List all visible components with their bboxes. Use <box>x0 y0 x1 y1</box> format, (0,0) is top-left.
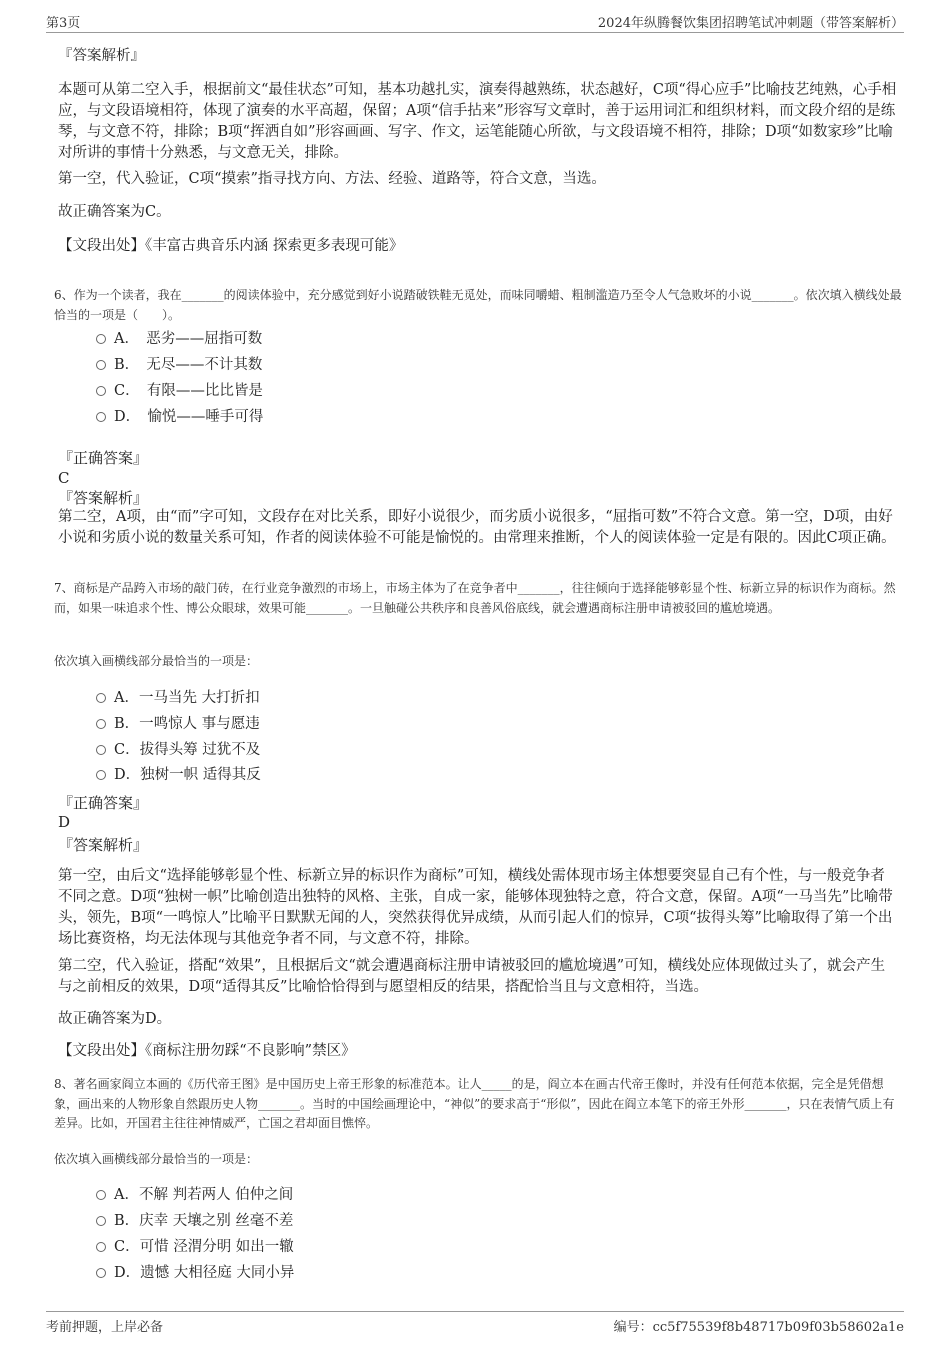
correct-answer: D <box>58 813 71 831</box>
q8-option-a[interactable]: A．不解 判若两人 伯仲之间 <box>96 1185 293 1205</box>
q8-option-b[interactable]: B．庆幸 天壤之别 丝毫不差 <box>96 1211 293 1231</box>
radio-icon[interactable] <box>96 1268 106 1278</box>
radio-icon[interactable] <box>96 1242 106 1252</box>
analysis-paragraph: 本题可从第二空入手，根据前文“最佳状态”可知，基本功越扎实，演奏得越熟练，状态越好，C项“得心应手”比喻技艺纯熟，心手相应，与文段语境相符，体现了演奏的水平高超，保留；A项“信手拈来”形容写文章时，善于运用词汇和组织材料，而文段介绍的是练琴，与文意不符，排除；B项“挥洒自如”形容画画、写字、作文，运笔能随心所欲，与文段语境不相符，排除；D项“如数家珍”比喻对所讲的事情十分熟悉，与文意无关，排除。 <box>58 82 897 161</box>
question-8-prompt: 依次填入画横线部分最恰当的一项是： <box>54 1152 259 1166</box>
q8-option-c[interactable]: C．可惜 泾渭分明 如出一辙 <box>96 1237 294 1257</box>
question-7-prompt: 依次填入画横线部分最恰当的一项是： <box>54 654 259 668</box>
q7-option-b[interactable]: B．一鸣惊人 事与愿违 <box>96 714 260 734</box>
q7-option-a[interactable]: A．一马当先 大打折扣 <box>96 688 260 708</box>
radio-icon[interactable] <box>96 719 106 729</box>
source-citation: 【文段出处】《丰富古典音乐内涵 探索更多表现可能》 <box>58 238 404 254</box>
question-8-text: 8、著名画家阎立本画的《历代帝王图》是中国历史上帝王形象的标准范本。让人_____的是，阎立本在画古代帝王像时，并没有任何范本依据，完全是凭借想象，画出来的人物形象自然跟历史人物_______。当时的中国绘画理论中，“神似”的要求高于“形似”，因此在阎立本笔下的帝王外形_______，只在表情气质上有差异。比如，开国君主往往神情威严，亡国之君却面目憔悴。 <box>54 1077 895 1130</box>
page-header <box>46 10 904 33</box>
analysis-paragraph: 第二空，A项，由“而”字可知，文段存在对比关系，即好小说很少，而劣质小说很多，“屈指可数”不符合文意。第一空，D项，由好小说和劣质小说的数量关系可知，作者的阅读体验不可能是愉悦的。由常理来推断，个人的阅读体验一定是有限的。因此C项正确。 <box>58 509 896 546</box>
analysis-paragraph: 第一空，代入验证，C项“摸索”指寻找方向、方法、经验、道路等，符合文意，当选。 <box>58 171 606 187</box>
radio-icon[interactable] <box>96 334 106 344</box>
question-7-text: 7、商标是产品跨入市场的敲门砖，在行业竞争激烈的市场上，市场主体为了在竞争者中_______，往往倾向于选择能够彰显个性、标新立异的标识作为商标。然而，如果一味追求个性、博公众眼球，效果可能_______。一旦触碰公共秩序和良善风俗底线，就会遭遇商标注册申请被驳回的尴尬境遇。 <box>54 581 896 615</box>
analysis-conclusion: 故正确答案为C。 <box>58 204 171 220</box>
question-6-text: 6、作为一个读者，我在_______的阅读体验中，充分感觉到好小说踏破铁鞋无觅处，而味同嚼蜡、粗制滥造乃至令人气急败坏的小说_______。依次填入横线处最恰当的一项是（ ）。 <box>54 288 902 322</box>
correct-answer: C <box>58 469 70 487</box>
footer-slogan: 考前押题，上岸必备 <box>46 1320 164 1335</box>
correct-answer-heading: 『正确答案』 <box>58 449 149 467</box>
page-number: 第3页 <box>46 16 81 31</box>
page-footer <box>46 1311 904 1336</box>
analysis-heading: 『答案解析』 <box>58 48 145 64</box>
radio-icon[interactable] <box>96 360 106 370</box>
analysis-conclusion: 故正确答案为D。 <box>58 1011 172 1027</box>
radio-icon[interactable] <box>96 770 106 780</box>
radio-icon[interactable] <box>96 386 106 396</box>
analysis-paragraph: 第二空，代入验证，搭配“效果”，且根据后文“就会遭遇商标注册申请被驳回的尴尬境遇”可知，横线处应体现做过头了，就会产生与之前相反的效果，D项“适得其反”比喻恰恰得到与愿望相反的结果，搭配恰当且与文意相符，当选。 <box>58 958 886 995</box>
analysis-heading: 『答案解析』 <box>58 836 149 854</box>
q7-option-d[interactable]: D．独树一帜 适得其反 <box>96 765 261 785</box>
q6-option-a[interactable]: A． 恶劣——屈指可数 <box>96 329 262 349</box>
radio-icon[interactable] <box>96 412 106 422</box>
analysis-paragraph: 第一空，由后文“选择能够彰显个性、标新立异的标识作为商标”可知，横线处需体现市场主体想要突显自己有个性，与一般竞争者不同之意。D项“独树一帜”比喻创造出独特的风格、主张，自成一家，能够体现独特之意，符合文意，保留。A项“一马当先”比喻带头，领先，B项“一鸣惊人”比喻平日默默无闻的人，突然获得优异成绩，从而引起人们的惊异，C项“拔得头筹”比喻取得了第一个出场比赛资格，均无法体现与其他竞争者不同，与文意不符，排除。 <box>58 868 893 947</box>
radio-icon[interactable] <box>96 1216 106 1226</box>
q6-option-c[interactable]: C． 有限——比比皆是 <box>96 381 263 401</box>
source-citation: 【文段出处】《商标注册勿踩“不良影响”禁区》 <box>58 1043 356 1059</box>
q8-option-d[interactable]: D．遗憾 大相径庭 大同小异 <box>96 1263 294 1283</box>
radio-icon[interactable] <box>96 693 106 703</box>
document-title: 2024年纵腾餐饮集团招聘笔试冲刺题（带答案解析） <box>597 16 904 31</box>
radio-icon[interactable] <box>96 745 106 755</box>
correct-answer-heading: 『正确答案』 <box>58 794 149 812</box>
q7-option-c[interactable]: C．拔得头筹 过犹不及 <box>96 740 260 760</box>
q6-option-d[interactable]: D． 愉悦——唾手可得 <box>96 407 263 427</box>
q6-option-b[interactable]: B． 无尽——不计其数 <box>96 355 262 375</box>
analysis-heading: 『答案解析』 <box>58 489 149 507</box>
document-id: 编号：cc5f75539f8b48717b09f03b58602a1e <box>613 1320 904 1335</box>
radio-icon[interactable] <box>96 1190 106 1200</box>
